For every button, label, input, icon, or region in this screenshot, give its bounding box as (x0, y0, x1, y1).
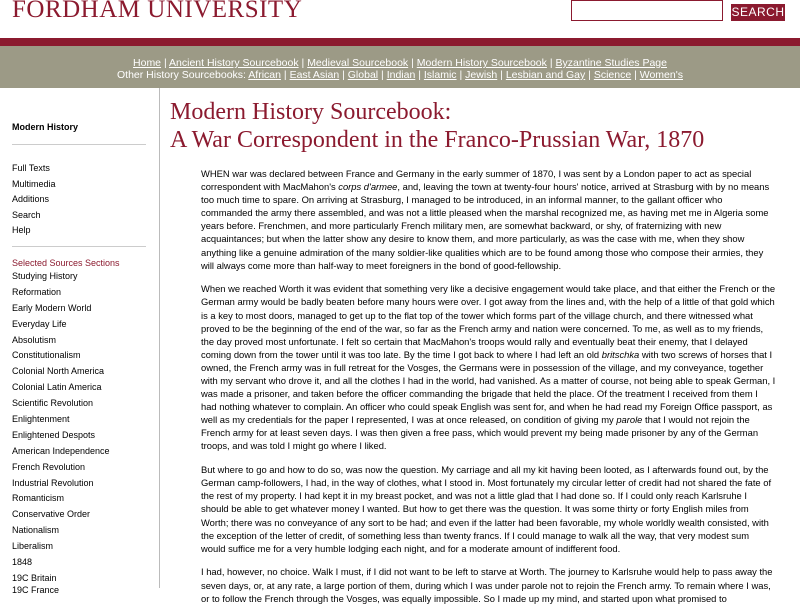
sidebar-section-link[interactable]: Conservative Order (12, 509, 91, 519)
sidebar-section-link[interactable]: 19C France (12, 585, 60, 595)
paragraph: When we reached Worth it was evident that something very like a decisive engagement would take place, and that either the French or the German army would be badly beaten before many hours were over. I got away from the lines and, with the help of a little of that gold which is a key to most doors, managed to get up to the flat top of the tower which forms part of the village church, and there witnessed what proved to be the beginning of the end of the war, so far as the French army and nation were concerned. To me, as well as to my friends, the day proved most unfortunate. I felt so certain that MacMahon's troops would rally and eventually beat their enemy, that I delayed coming down from the tower until it was too late. By the time I got back to where I had left an old britschka with two screws of horses that I owned, the French army was in full retreat for the Vosges, the Germans were in possession of the village, and my conveyance, together with my servant who drove it, and all the clothes I had in the world, had vanished. As a matter of course, not being able to speak German, I was made a prisoner, and taken before the officer commanding the brigade that held the place. Of the treatment I received from them I had nothing whatever to complain. An officer who could speak English was sent for, and when he had read my Foreign Office passport, as well as my credentials for the paper I represented, I was at once released, on condition of giving my parole that I would not rejoin the French army for at least seven days. I was then given a free pass, which would prevent my being made prisoner by any of the German troops, and was told I might go where I liked. (201, 283, 776, 452)
sidebar-section-link[interactable]: Reformation (12, 287, 62, 297)
page-title (170, 98, 704, 154)
header-divider (0, 38, 800, 46)
page-title-line1: Modern History Sourcebook: (170, 99, 452, 125)
sourcebook-nav (0, 46, 800, 88)
sidebar (0, 88, 160, 595)
sidebar-link-full-texts[interactable]: Full Texts (12, 163, 50, 173)
sidebar-section-link[interactable]: Romanticism (12, 493, 65, 503)
article-body (201, 167, 776, 615)
sidebar-section-link[interactable]: Colonial Latin America (12, 382, 102, 392)
paragraph: But where to go and how to do so, was now the question. My carriage and all my kit having been looted, as I afterwards found out, by the German camp-followers, I had, in the way of clothes, what I stood in. Most fortunately my circular letter of credit had not shared the fate of the rest of my property. I had kept it in my breast pocket, and was not a little glad that I had done so. If I could only reach Karlsruhe I should be able to get whatever money I wanted. But how to get there was the question. It was some thirty or forty English miles from Worth; there was no conveyance of any sort to be had; and even if the latter had been favorable, my whole worldly wealth consisted, with the exception of the letter of credit, of something less than twenty francs. If I could manage to walk all the way, that very modest sum would suffice me for a very humble lodging each night, and for a moderate amount of indifferent food. (201, 464, 772, 554)
nav-link-islamic[interactable]: Islamic (423, 69, 457, 81)
sidebar-section-link[interactable]: Industrial Revolution (12, 478, 94, 488)
sidebar-section-link[interactable]: Enlightened Despots (12, 430, 96, 440)
sidebar-section-link[interactable]: Colonial North America (12, 366, 105, 376)
nav-link-science[interactable]: Science (593, 69, 632, 81)
sidebar-sections-heading: Selected Sources Sections (12, 258, 120, 268)
sidebar-divider (12, 144, 146, 145)
sidebar-link-help[interactable]: Help (12, 225, 31, 235)
sidebar-section-link[interactable]: Early Modern World (12, 303, 92, 313)
nav-link-jewish[interactable]: Jewish (465, 69, 498, 81)
sidebar-section-link[interactable]: Studying History (12, 271, 78, 281)
nav-link-byzantine[interactable]: Byzantine Studies Page (555, 57, 667, 69)
nav-row-other: Other History Sourcebooks: African | East Asian | Global | Indian | Islamic | Jewish | Lesbian and Gay | Science | Women's (116, 69, 683, 81)
sidebar-link-search[interactable]: Search (12, 210, 41, 220)
university-logo[interactable]: FORDHAM UNIVERSITY (12, 0, 303, 23)
sidebar-section-link[interactable]: Everyday Life (12, 319, 67, 329)
nav-link-lesbian-gay[interactable]: Lesbian and Gay (505, 69, 586, 81)
sidebar-section-link[interactable]: Liberalism (12, 541, 54, 551)
sidebar-section-link[interactable]: French Revolution (12, 462, 86, 472)
sidebar-section-link[interactable]: Enlightenment (12, 414, 70, 424)
search-button[interactable]: SEARCH (731, 5, 785, 19)
nav-link-african[interactable]: African (248, 69, 281, 81)
nav-link-modern[interactable]: Modern History Sourcebook (416, 57, 547, 69)
nav-link-medieval[interactable]: Medieval Sourcebook (307, 57, 409, 69)
nav-link-home[interactable]: Home (133, 57, 162, 69)
sidebar-section-link[interactable]: Scientific Revolution (12, 398, 94, 408)
nav-link-indian[interactable]: Indian (386, 69, 416, 81)
sidebar-title[interactable]: Modern History (12, 122, 79, 132)
paragraph: I had, however, no choice. Walk I must, if I did not want to be left to starve at Worth. The journey to Karlsruhe would help to pass away the seven days, or, at any rate, a large portion of them, during which I was under parole not to rejoin the French army. To remain where I was, or to follow the French through the Vosges, was equally impossible. So I made up my mind, and started upon what promised to (201, 566, 773, 604)
sidebar-section-link[interactable]: Absolutism (12, 335, 57, 345)
paragraph: WHEN war was declared between France and Germany in the early summer of 1870, I was sent by a London paper to act as special correspondent with MacMahon's corps d'armee, and, leaving the town at twenty-four hours' notice, arrived at Strasburg with by no means too much time to spare. On arriving at Strasburg, I managed to be introduced, in an informal manner, to the gallant officer who commanded the army there assembled, and was not a little pleased when the marshal recognized me, as having met me in Algeria some years before. Frenchmen, and more particularly French military men, are somewhat backward, or shy, of fraternizing with new acquaintances; but when the latter show any desire to know them, and more particularly, as was the case with me, when they show anything like a genuine admiration of the many soldier-like qualities which are to be found among those who compose their armies, they will always come more than half-way to meet foreigners in the bond of good-fellowship. (201, 168, 770, 271)
nav-other-label: Other History Sourcebooks: (116, 69, 246, 81)
sidebar-section-link[interactable]: 19C Britain (12, 573, 57, 583)
sidebar-divider (12, 246, 146, 247)
nav-link-ancient[interactable]: Ancient History Sourcebook (169, 57, 299, 69)
sidebar-section-link[interactable]: Nationalism (12, 525, 60, 535)
nav-link-east-asian[interactable]: East Asian (289, 69, 340, 81)
nav-link-global[interactable]: Global (347, 69, 379, 81)
sidebar-section-link[interactable]: Constitutionalism (12, 350, 81, 360)
sidebar-link-additions[interactable]: Additions (12, 194, 50, 204)
nav-link-womens[interactable]: Women's (639, 69, 683, 81)
site-header (0, 0, 800, 38)
nav-row-primary: Home | Ancient History Sourcebook | Medieval Sourcebook | Modern History Sourcebook | Byzantine Studies Page (133, 57, 667, 69)
sidebar-link-multimedia[interactable]: Multimedia (12, 179, 56, 189)
search-input[interactable] (571, 0, 723, 21)
page-title-line2: A War Correspondent in the Franco-Prussian War, 1870 (170, 127, 705, 153)
sidebar-section-link[interactable]: 1848 (12, 557, 33, 567)
sidebar-section-link[interactable]: American Independence (12, 446, 110, 456)
